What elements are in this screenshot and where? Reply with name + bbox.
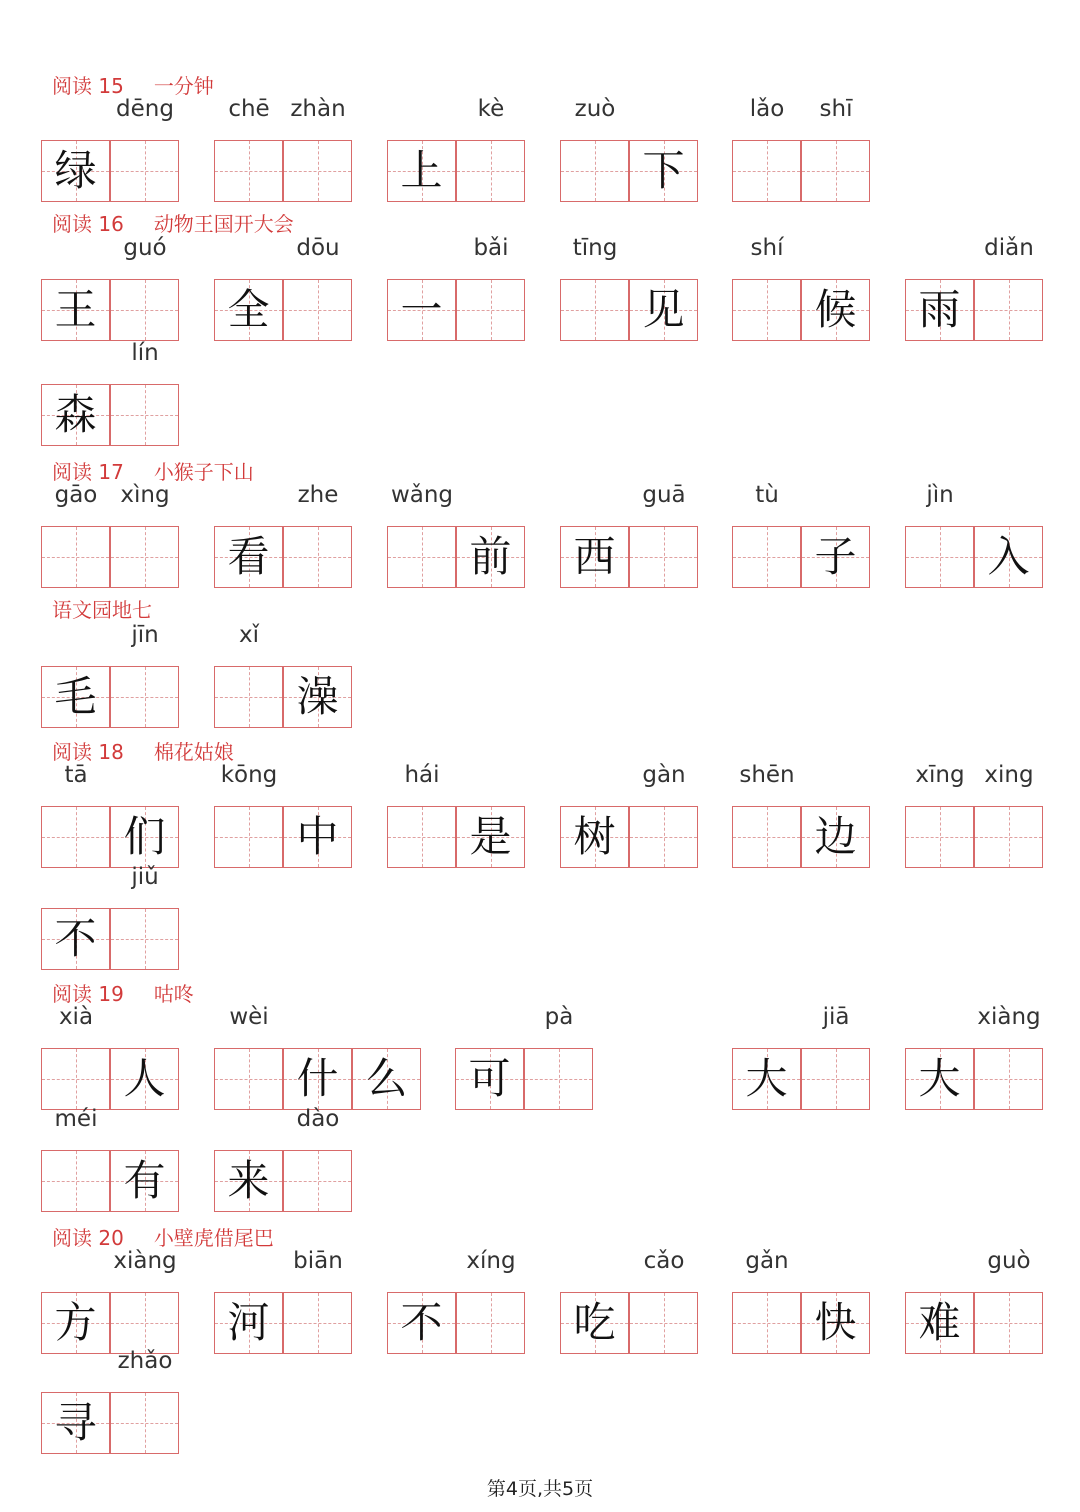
hanzi-character: [802, 1049, 869, 1109]
tianzige-cell[interactable]: [41, 1150, 110, 1212]
hanzi-character: [975, 1293, 1042, 1353]
tianzige-cell: [455, 1048, 524, 1110]
hanzi-character: [42, 807, 109, 867]
pinyin-label: chē: [228, 96, 270, 122]
word-box: [214, 1002, 421, 1112]
tianzige-cell: [283, 666, 352, 728]
tianzige-cell: [41, 666, 110, 728]
pinyin-label: tīng: [572, 235, 618, 261]
hanzi-character: [975, 1049, 1042, 1109]
hanzi-character: [733, 280, 800, 340]
hanzi-character: 河: [227, 1298, 270, 1347]
hanzi-character: 澡: [296, 672, 339, 721]
tianzige-cell[interactable]: [283, 140, 352, 202]
pinyin-label: dōu: [296, 235, 340, 261]
hanzi-character: 人: [123, 1054, 166, 1103]
hanzi-character: [525, 1049, 592, 1109]
tianzige-cell: [732, 1048, 801, 1110]
hanzi-character: 寻: [54, 1398, 97, 1447]
tianzige-cell: [110, 1150, 179, 1212]
word-box: [387, 94, 525, 204]
word-box: [214, 620, 352, 730]
pinyin-label: xíng: [466, 1248, 516, 1274]
hanzi-character: 全: [227, 285, 270, 334]
pinyin-label: xiàng: [977, 1004, 1041, 1030]
word-box: [905, 1002, 1043, 1112]
tianzige-cell: [41, 908, 110, 970]
hanzi-character: 一: [400, 285, 443, 334]
word-box: [387, 233, 525, 343]
tianzige-cell: [801, 279, 870, 341]
pinyin-label: lǎo: [749, 96, 785, 122]
hanzi-character: 森: [54, 390, 97, 439]
hanzi-character: [457, 280, 524, 340]
hanzi-character: [733, 1293, 800, 1353]
tianzige-cell: [560, 806, 629, 868]
hanzi-character: [630, 527, 697, 587]
tianzige-cell[interactable]: [974, 1292, 1043, 1354]
hanzi-character: [802, 141, 869, 201]
pinyin-label: zhe: [297, 482, 339, 508]
word-box: [41, 1104, 179, 1214]
tianzige-cell: [110, 806, 179, 868]
page-footer: 第4页,共5页: [486, 1478, 594, 1500]
tianzige-cell[interactable]: [456, 279, 525, 341]
pinyin-label: xìng: [120, 482, 170, 508]
hanzi-character: [733, 527, 800, 587]
pinyin-label: diǎn: [984, 235, 1034, 261]
word-box: [41, 862, 179, 972]
tianzige-cell[interactable]: [732, 1292, 801, 1354]
tianzige-cell: [214, 279, 283, 341]
hanzi-character: 方: [54, 1298, 97, 1347]
pinyin-label: gàn: [642, 762, 686, 788]
word-box: [387, 1246, 525, 1356]
hanzi-character: 不: [400, 1298, 443, 1347]
word-box: [905, 233, 1043, 343]
pinyin-label: dēng: [116, 96, 174, 122]
pinyin-label: xià: [58, 1004, 94, 1030]
hanzi-character: [630, 807, 697, 867]
tianzige-cell: [214, 526, 283, 588]
hanzi-character: 可: [468, 1054, 511, 1103]
pinyin-label: zhǎo: [117, 1348, 173, 1374]
pinyin-label: bǎi: [473, 235, 509, 261]
hanzi-character: [42, 1049, 109, 1109]
hanzi-character: 见: [642, 285, 685, 334]
pinyin-label: lín: [131, 340, 159, 366]
hanzi-character: [284, 280, 351, 340]
word-box: [41, 338, 179, 448]
pinyin-label: shēn: [739, 762, 795, 788]
pinyin-label: guā: [642, 482, 686, 508]
tianzige-cell: [905, 1292, 974, 1354]
hanzi-character: [111, 141, 178, 201]
hanzi-character: [284, 1151, 351, 1211]
tianzige-cell[interactable]: [732, 140, 801, 202]
pinyin-label: kè: [477, 96, 505, 122]
hanzi-character: 树: [573, 812, 616, 861]
hanzi-character: 有: [123, 1156, 166, 1205]
pinyin-label: pà: [544, 1004, 574, 1030]
hanzi-character: [111, 909, 178, 969]
word-box: [387, 760, 525, 870]
hanzi-character: 中: [296, 812, 339, 861]
tianzige-cell: [352, 1048, 421, 1110]
section-label: 语文园地七: [52, 598, 152, 622]
tianzige-cell[interactable]: [214, 806, 283, 868]
word-box: [41, 233, 179, 343]
hanzi-character: 候: [814, 285, 857, 334]
section-title: 小猴子下山: [153, 460, 254, 484]
pinyin-label: tā: [64, 762, 88, 788]
hanzi-character: 不: [54, 914, 97, 963]
tianzige-cell[interactable]: [41, 526, 110, 588]
pinyin-label: jiā: [822, 1004, 850, 1030]
pinyin-label: jiǔ: [131, 864, 159, 890]
tianzige-cell[interactable]: [629, 1292, 698, 1354]
word-box: [214, 1246, 352, 1356]
section-label: 阅读 15: [52, 74, 124, 98]
hanzi-character: [111, 280, 178, 340]
tianzige-cell[interactable]: [629, 806, 698, 868]
tianzige-cell[interactable]: [732, 806, 801, 868]
hanzi-character: [111, 527, 178, 587]
word-box: [560, 233, 698, 343]
word-box: [732, 760, 870, 870]
hanzi-character: [975, 280, 1042, 340]
hanzi-character: 吃: [573, 1298, 616, 1347]
tianzige-cell[interactable]: [110, 666, 179, 728]
tianzige-cell[interactable]: [732, 279, 801, 341]
tianzige-cell[interactable]: [524, 1048, 593, 1110]
word-box: [455, 1002, 593, 1112]
tianzige-cell: [214, 1292, 283, 1354]
hanzi-character: 雨: [918, 285, 961, 334]
word-box: [41, 620, 179, 730]
section-title: 动物王国开大会: [153, 212, 294, 236]
hanzi-character: 前: [469, 532, 512, 581]
hanzi-character: 入: [987, 532, 1030, 581]
word-box: [732, 233, 870, 343]
hanzi-character: [906, 527, 973, 587]
hanzi-character: [42, 1151, 109, 1211]
hanzi-character: [733, 141, 800, 201]
tianzige-cell[interactable]: [974, 1048, 1043, 1110]
hanzi-character: 是: [469, 812, 512, 861]
tianzige-cell[interactable]: [214, 666, 283, 728]
section-label: 阅读 18: [52, 740, 124, 764]
word-box: [41, 480, 179, 590]
hanzi-character: 大: [745, 1054, 788, 1103]
tianzige-cell[interactable]: [560, 279, 629, 341]
hanzi-character: [457, 141, 524, 201]
word-box: [560, 94, 698, 204]
section-label: 阅读 16: [52, 212, 124, 236]
pinyin-label: wèi: [229, 1004, 269, 1030]
word-box: [732, 94, 870, 204]
pinyin-label: tù: [755, 482, 779, 508]
word-box: [732, 1002, 870, 1112]
pinyin-label: gǎn: [745, 1248, 789, 1274]
tianzige-cell: [629, 140, 698, 202]
hanzi-character: [906, 807, 973, 867]
pinyin-label: gāo: [54, 482, 98, 508]
section-title: 一分钟: [153, 74, 214, 98]
tianzige-cell[interactable]: [801, 140, 870, 202]
hanzi-character: [215, 667, 282, 727]
pinyin-label: jīn: [131, 622, 159, 648]
tianzige-cell: [905, 1048, 974, 1110]
pinyin-label: jìn: [926, 482, 954, 508]
section-label: 阅读 19: [52, 982, 124, 1006]
hanzi-character: 么: [365, 1054, 408, 1103]
word-box: [905, 480, 1043, 590]
section-title: 棉花姑娘: [153, 740, 234, 764]
tianzige-cell: [283, 806, 352, 868]
word-box: [905, 760, 1043, 870]
pinyin-label: xīng: [915, 762, 965, 788]
word-box: [905, 1246, 1043, 1356]
tianzige-cell[interactable]: [41, 806, 110, 868]
hanzi-character: [733, 807, 800, 867]
tianzige-cell: [41, 384, 110, 446]
word-box: [387, 480, 525, 590]
hanzi-character: 来: [227, 1156, 270, 1205]
tianzige-cell[interactable]: [283, 1292, 352, 1354]
word-box: [41, 1002, 179, 1112]
hanzi-character: 快: [814, 1298, 857, 1347]
tianzige-cell[interactable]: [905, 806, 974, 868]
hanzi-character: 看: [227, 532, 270, 581]
hanzi-character: [111, 385, 178, 445]
pinyin-label: zuò: [574, 96, 616, 122]
word-box: [41, 1346, 179, 1456]
hanzi-character: [215, 1049, 282, 1109]
hanzi-character: [42, 527, 109, 587]
tianzige-cell[interactable]: [560, 140, 629, 202]
tianzige-cell[interactable]: [110, 279, 179, 341]
pinyin-label: hái: [404, 762, 440, 788]
word-box: [732, 1246, 870, 1356]
hanzi-character: [215, 807, 282, 867]
hanzi-character: [215, 141, 282, 201]
tianzige-cell: [456, 806, 525, 868]
pinyin-label: shí: [750, 235, 784, 261]
word-box: [41, 94, 179, 204]
tianzige-cell[interactable]: [110, 908, 179, 970]
hanzi-character: 边: [814, 812, 857, 861]
word-box: [214, 94, 352, 204]
tianzige-cell: [456, 526, 525, 588]
tianzige-cell: [560, 1292, 629, 1354]
hanzi-character: 难: [918, 1298, 961, 1347]
tianzige-cell: [560, 526, 629, 588]
tianzige-cell[interactable]: [456, 140, 525, 202]
pinyin-label: xǐ: [238, 622, 259, 648]
tianzige-cell[interactable]: [387, 806, 456, 868]
pinyin-label: shī: [819, 96, 853, 122]
pinyin-label: zhàn: [290, 96, 346, 122]
word-box: [560, 760, 698, 870]
section-heading: [52, 594, 152, 623]
hanzi-character: 绿: [54, 146, 97, 195]
word-box: [214, 233, 352, 343]
word-box: [560, 480, 698, 590]
hanzi-character: 王: [54, 285, 97, 334]
hanzi-character: [561, 280, 628, 340]
pinyin-label: guò: [987, 1248, 1031, 1274]
tianzige-cell[interactable]: [974, 806, 1043, 868]
tianzige-cell: [41, 140, 110, 202]
tianzige-cell: [41, 279, 110, 341]
tianzige-cell[interactable]: [41, 1048, 110, 1110]
hanzi-character: [630, 1293, 697, 1353]
word-box: [214, 480, 352, 590]
hanzi-character: 毛: [54, 672, 97, 721]
word-box: [214, 1104, 352, 1214]
word-box: [732, 480, 870, 590]
tianzige-cell[interactable]: [283, 279, 352, 341]
tianzige-cell: [801, 806, 870, 868]
tianzige-cell[interactable]: [387, 526, 456, 588]
word-box: [41, 1246, 179, 1356]
hanzi-character: [388, 527, 455, 587]
tianzige-cell[interactable]: [283, 526, 352, 588]
tianzige-cell[interactable]: [110, 140, 179, 202]
word-box: [41, 760, 179, 870]
tianzige-cell[interactable]: [629, 526, 698, 588]
hanzi-character: [975, 807, 1042, 867]
tianzige-cell[interactable]: [905, 526, 974, 588]
tianzige-cell: [629, 279, 698, 341]
tianzige-cell: [110, 1048, 179, 1110]
hanzi-character: [457, 1293, 524, 1353]
hanzi-character: 子: [814, 532, 857, 581]
tianzige-cell[interactable]: [456, 1292, 525, 1354]
section-title: 小壁虎借尾巴: [153, 1226, 274, 1250]
tianzige-cell: [801, 1292, 870, 1354]
hanzi-character: [284, 1293, 351, 1353]
pinyin-label: kōng: [220, 762, 278, 788]
pinyin-label: xing: [984, 762, 1034, 788]
pinyin-label: xiàng: [113, 1248, 177, 1274]
tianzige-cell[interactable]: [110, 1392, 179, 1454]
hanzi-character: 什: [296, 1054, 339, 1103]
tianzige-cell[interactable]: [283, 1150, 352, 1212]
pinyin-label: biān: [293, 1248, 343, 1274]
tianzige-cell: [974, 526, 1043, 588]
tianzige-cell[interactable]: [110, 1292, 179, 1354]
section-label: 阅读 20: [52, 1226, 124, 1250]
hanzi-character: [111, 667, 178, 727]
tianzige-cell: [801, 526, 870, 588]
hanzi-character: [561, 141, 628, 201]
hanzi-character: 们: [123, 812, 166, 861]
pinyin-label: cǎo: [643, 1248, 685, 1274]
pinyin-label: dào: [296, 1106, 340, 1132]
word-box: [560, 1246, 698, 1356]
tianzige-cell[interactable]: [214, 1048, 283, 1110]
tianzige-cell: [387, 1292, 456, 1354]
tianzige-cell: [387, 140, 456, 202]
hanzi-character: 大: [918, 1054, 961, 1103]
hanzi-character: 上: [400, 146, 443, 195]
tianzige-cell[interactable]: [214, 140, 283, 202]
hanzi-character: [111, 1293, 178, 1353]
tianzige-cell: [283, 1048, 352, 1110]
hanzi-character: [284, 141, 351, 201]
word-box: [214, 760, 352, 870]
tianzige-cell[interactable]: [801, 1048, 870, 1110]
hanzi-character: [111, 1393, 178, 1453]
hanzi-character: 西: [573, 532, 616, 581]
hanzi-character: [284, 527, 351, 587]
hanzi-character: 下: [642, 146, 685, 195]
tianzige-cell[interactable]: [110, 526, 179, 588]
tianzige-cell[interactable]: [974, 279, 1043, 341]
section-label: 阅读 17: [52, 460, 124, 484]
tianzige-cell[interactable]: [110, 384, 179, 446]
tianzige-cell: [41, 1392, 110, 1454]
pinyin-label: guó: [123, 235, 167, 261]
tianzige-cell: [387, 279, 456, 341]
pinyin-label: wǎng: [390, 482, 454, 508]
pinyin-label: méi: [54, 1106, 98, 1132]
section-title: 咕咚: [153, 982, 194, 1006]
tianzige-cell[interactable]: [732, 526, 801, 588]
hanzi-character: [388, 807, 455, 867]
tianzige-cell: [905, 279, 974, 341]
tianzige-cell: [214, 1150, 283, 1212]
tianzige-cell: [41, 1292, 110, 1354]
